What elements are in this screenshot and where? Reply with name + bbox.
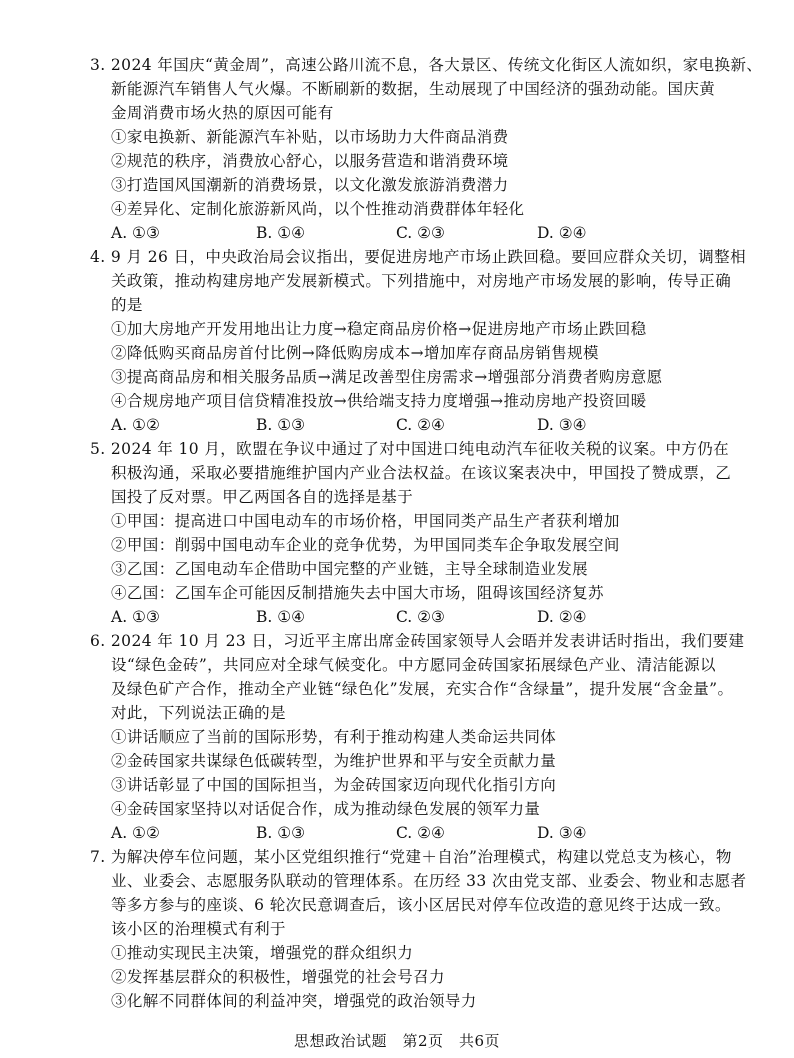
- option-d[interactable]: D. ②④: [537, 608, 587, 626]
- question-stem-line: 关政策，推动构建房地产发展新模式。下列措施中，对房地产市场发展的影响，传导正确: [111, 272, 732, 290]
- answer-options: [111, 415, 711, 435]
- statement-item: ①甲国：提高进口中国电动车的市场价格，甲国同类产品生产者获利增加: [111, 512, 620, 530]
- question-stem-line: 设“绿色金砖”，共同应对全球气候变化。中方愿同金砖国家拓展绿色产业、清洁能源以: [111, 656, 716, 674]
- statement-item: ④合规房地产项目信贷精准投放→供给端支持力度增强→推动房地产投资回暖: [111, 392, 647, 410]
- answer-options: [111, 223, 711, 243]
- statement-item: ①推动实现民主决策，增强党的群众组织力: [111, 944, 414, 962]
- statement-item: ④金砖国家坚持以对话促合作，成为推动绿色发展的领军力量: [111, 800, 541, 818]
- question-stem-line: 对此，下列说法正确的是: [111, 704, 286, 722]
- question-stem-line: 6. 2024 年 10 月 23 日，习近平主席出席金砖国家领导人会晤并发表讲话时指出，我们要建: [90, 632, 745, 650]
- statement-item: ②规范的秩序，消费放心舒心，以服务营造和谐消费环境: [111, 152, 509, 170]
- statement-item: ②降低购买商品房首付比例→降低购房成本→增加库存商品房销售规模: [111, 344, 599, 362]
- question-stem-line: 等多方参与的座谈、6 轮次民意调查后，该小区居民对停车位改造的意见终于达成一致。: [111, 896, 731, 914]
- page-footer: 思想政治试题 第2页 共6页: [293, 1032, 501, 1050]
- question-stem-line: 5. 2024 年 10 月，欧盟在争议中通过了对中国进口纯电动汽车征收关税的议案。中方仍在: [90, 440, 730, 458]
- option-b[interactable]: B. ①③: [256, 416, 306, 434]
- statement-item: ③打造国风国潮新的消费场景，以文化激发旅游消费潜力: [111, 176, 509, 194]
- statement-item: ④乙国：乙国车企可能因反制措施失去中国大市场，阻碍该国经济复苏: [111, 584, 604, 602]
- question-stem-line: 业、业委会、志愿服务队联动的管理体系。在历经 33 次由党支部、业委会、物业和志愿者: [111, 872, 747, 890]
- option-b[interactable]: B. ①④: [256, 608, 306, 626]
- option-c[interactable]: C. ②④: [396, 416, 445, 434]
- statement-item: ③提高商品房和相关服务品质→满足改善型住房需求→增强部分消费者购房意愿: [111, 368, 663, 386]
- statement-item: ①加大房地产开发用地出让力度→稳定商品房价格→促进房地产市场止跌回稳: [111, 320, 647, 338]
- answer-options: [111, 607, 711, 627]
- option-c[interactable]: C. ②③: [396, 608, 445, 626]
- option-c[interactable]: C. ②③: [396, 224, 445, 242]
- statement-item: ②金砖国家共谋绿色低碳转型，为维护世界和平与安全贡献力量: [111, 752, 557, 770]
- question-stem-line: 国投了反对票。甲乙两国各自的选择是基于: [111, 488, 414, 506]
- statement-item: ②发挥基层群众的积极性，增强党的社会号召力: [111, 968, 445, 986]
- question-stem-line: 积极沟通，采取必要措施维护国内产业合法权益。在该议案表决中，甲国投了赞成票，乙: [111, 464, 732, 482]
- question-stem-line: 的是: [111, 296, 143, 314]
- question-stem-line: 7. 为解决停车位问题，某小区党组织推行“党建＋自治”治理模式，构建以党总支为核心，物: [90, 848, 732, 866]
- statement-item: ②甲国：削弱中国电动车企业的竞争优势，为甲国同类车企争取发展空间: [111, 536, 620, 554]
- option-b[interactable]: B. ①④: [256, 224, 306, 242]
- question-stem-line: 4. 9 月 26 日，中央政治局会议指出，要促进房地产市场止跌回稳。要回应群众关切，调整相: [90, 248, 746, 266]
- question-stem-line: 该小区的治理模式有利于: [111, 920, 286, 938]
- question-stem-line: 3. 2024 年国庆“黄金周”，高速公路川流不息，各大景区、传统文化街区人流如织，家电换新、: [90, 56, 763, 74]
- option-d[interactable]: D. ③④: [537, 824, 587, 842]
- option-d[interactable]: D. ③④: [537, 416, 587, 434]
- question-stem-line: 金周消费市场火热的原因可能有: [111, 104, 334, 122]
- statement-item: ④差异化、定制化旅游新风尚，以个性推动消费群体年轻化: [111, 200, 525, 218]
- statement-item: ①家电换新、新能源汽车补贴，以市场助力大件商品消费: [111, 128, 509, 146]
- option-a[interactable]: A. ①③: [111, 224, 160, 242]
- question-stem-line: 及绿色矿产合作，推动全产业链“绿色化”发展，充实合作“含绿量”，提升发展“含金量”。: [111, 680, 734, 698]
- option-a[interactable]: A. ①②: [111, 824, 160, 842]
- statement-item: ③乙国：乙国电动车企借助中国完整的产业链，主导全球制造业发展: [111, 560, 589, 578]
- option-a[interactable]: A. ①②: [111, 416, 160, 434]
- statement-item: ③讲话彰显了中国的国际担当，为金砖国家迈向现代化指引方向: [111, 776, 557, 794]
- statement-item: ①讲话顺应了当前的国际形势，有利于推动构建人类命运共同体: [111, 728, 557, 746]
- option-b[interactable]: B. ①③: [256, 824, 306, 842]
- option-c[interactable]: C. ②④: [396, 824, 445, 842]
- option-a[interactable]: A. ①③: [111, 608, 160, 626]
- statement-item: ③化解不同群体间的利益冲突，增强党的政治领导力: [111, 992, 477, 1010]
- question-stem-line: 新能源汽车销售人气火爆。不断刷新的数据，生动展现了中国经济的强劲动能。国庆黄: [111, 80, 716, 98]
- option-d[interactable]: D. ②④: [537, 224, 587, 242]
- answer-options: [111, 823, 711, 843]
